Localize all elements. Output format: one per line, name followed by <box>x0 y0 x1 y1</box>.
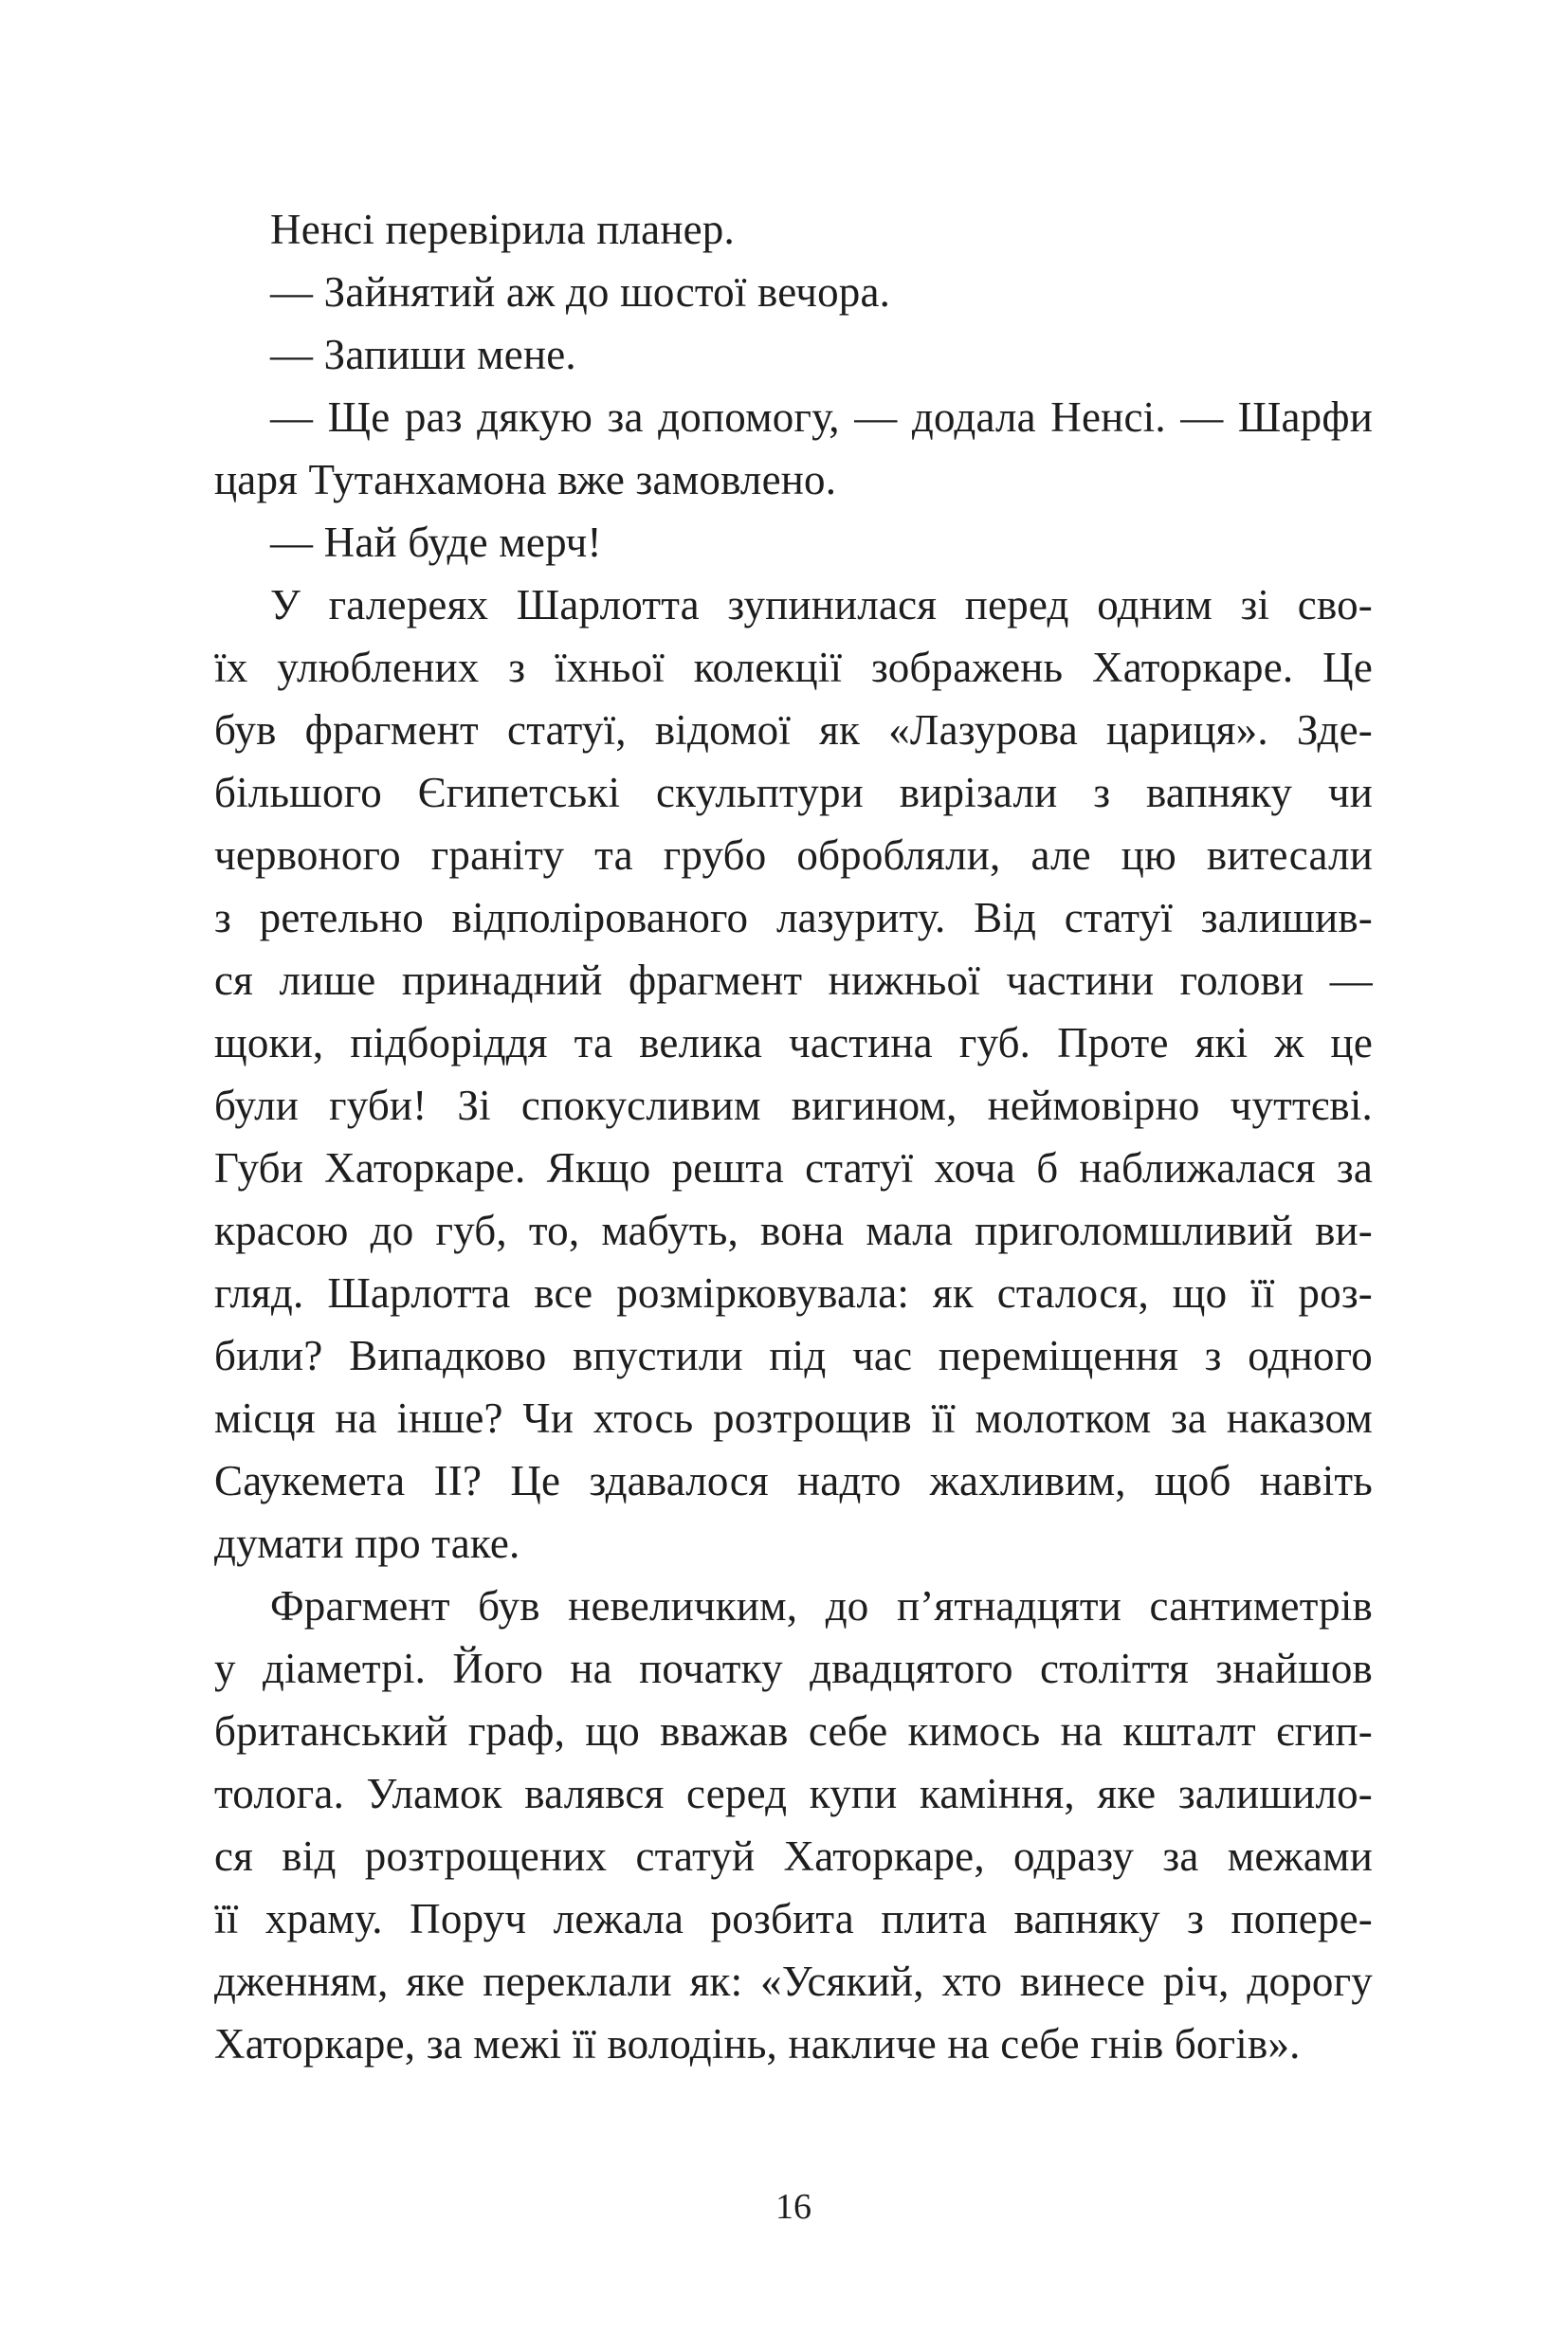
text-line: царя Тутанхамона вже замовлено. <box>214 456 837 503</box>
text-line: — Зайнятий аж до шостої вечора. <box>270 268 891 316</box>
text-line: британський граф, що вважав себе кимось на кшталт єгип- <box>214 1707 1373 1755</box>
text-line: ся від розтрощених статуй Хаторкаре, одразу за межами <box>214 1832 1373 1880</box>
text-line: місця на інше? Чи хтось розтрощив її молотком за наказом <box>214 1394 1373 1442</box>
text-line: красою до губ, то, мабуть, вона мала приголомшливий ви- <box>214 1207 1373 1254</box>
text-line: думати про таке. <box>214 1520 520 1567</box>
text-line: їх улюблених з їхньої колекції зображень Хаторкаре. Це <box>214 644 1373 691</box>
text-line: був фрагмент статуї, відомої як «Лазурова цариця». Зде- <box>214 706 1373 754</box>
text-line: її храму. Поруч лежала розбита плита вапняку з попере- <box>214 1895 1373 1942</box>
text-line: били? Випадково впустили під час переміщення з одного <box>214 1332 1373 1379</box>
text-line: Саукемета II? Це здавалося надто жахливим, щоб навіть <box>214 1457 1373 1504</box>
text-line: толога. Уламок валявся серед купи каміння, яке залишило- <box>214 1770 1373 1817</box>
body-text <box>214 198 1373 2075</box>
text-line: У галереях Шарлотта зупинилася перед одним зі сво- <box>270 581 1373 629</box>
text-line: більшого Єгипетські скульптури вирізали з вапняку чи <box>214 769 1373 816</box>
text-line: у діаметрі. Його на початку двадцятого століття знайшов <box>214 1645 1373 1692</box>
text-line: гляд. Шарлотта все розмірковувала: як сталося, що її роз- <box>214 1269 1373 1317</box>
text-line: щоки, підборіддя та велика частина губ. Проте які ж це <box>214 1019 1373 1066</box>
text-line: Хаторкаре, за межі її володінь, накличе на себе гнів богів». <box>214 2020 1301 2068</box>
text-line: — Ще раз дякую за допомогу, — додала Ненсі. — Шарфи <box>270 393 1373 441</box>
text-line: Губи Хаторкаре. Якщо решта статуї хоча б наближалася за <box>214 1144 1373 1192</box>
text-line: з ретельно відполірованого лазуриту. Від статуї залишив- <box>214 894 1373 941</box>
text-line: — Най буде мерч! <box>270 519 602 566</box>
text-line: — Запиши мене. <box>270 331 576 378</box>
text-line: були губи! Зі спокусливим вигином, неймовірно чуттєві. <box>214 1082 1373 1129</box>
page-number: 16 <box>775 2187 811 2227</box>
text-line: ся лише принадний фрагмент нижньої частини голови — <box>214 957 1373 1004</box>
text-line: Фрагмент був невеличким, до п’ятнадцяти сантиметрів <box>270 1582 1373 1630</box>
text-line: Ненсі перевірила планер. <box>270 206 735 253</box>
text-line: дженням, яке переклали як: «Усякий, хто винесе річ, дорогу <box>214 1958 1373 2005</box>
text-line: червоного граніту та грубо обробляли, але цю витесали <box>214 831 1373 879</box>
